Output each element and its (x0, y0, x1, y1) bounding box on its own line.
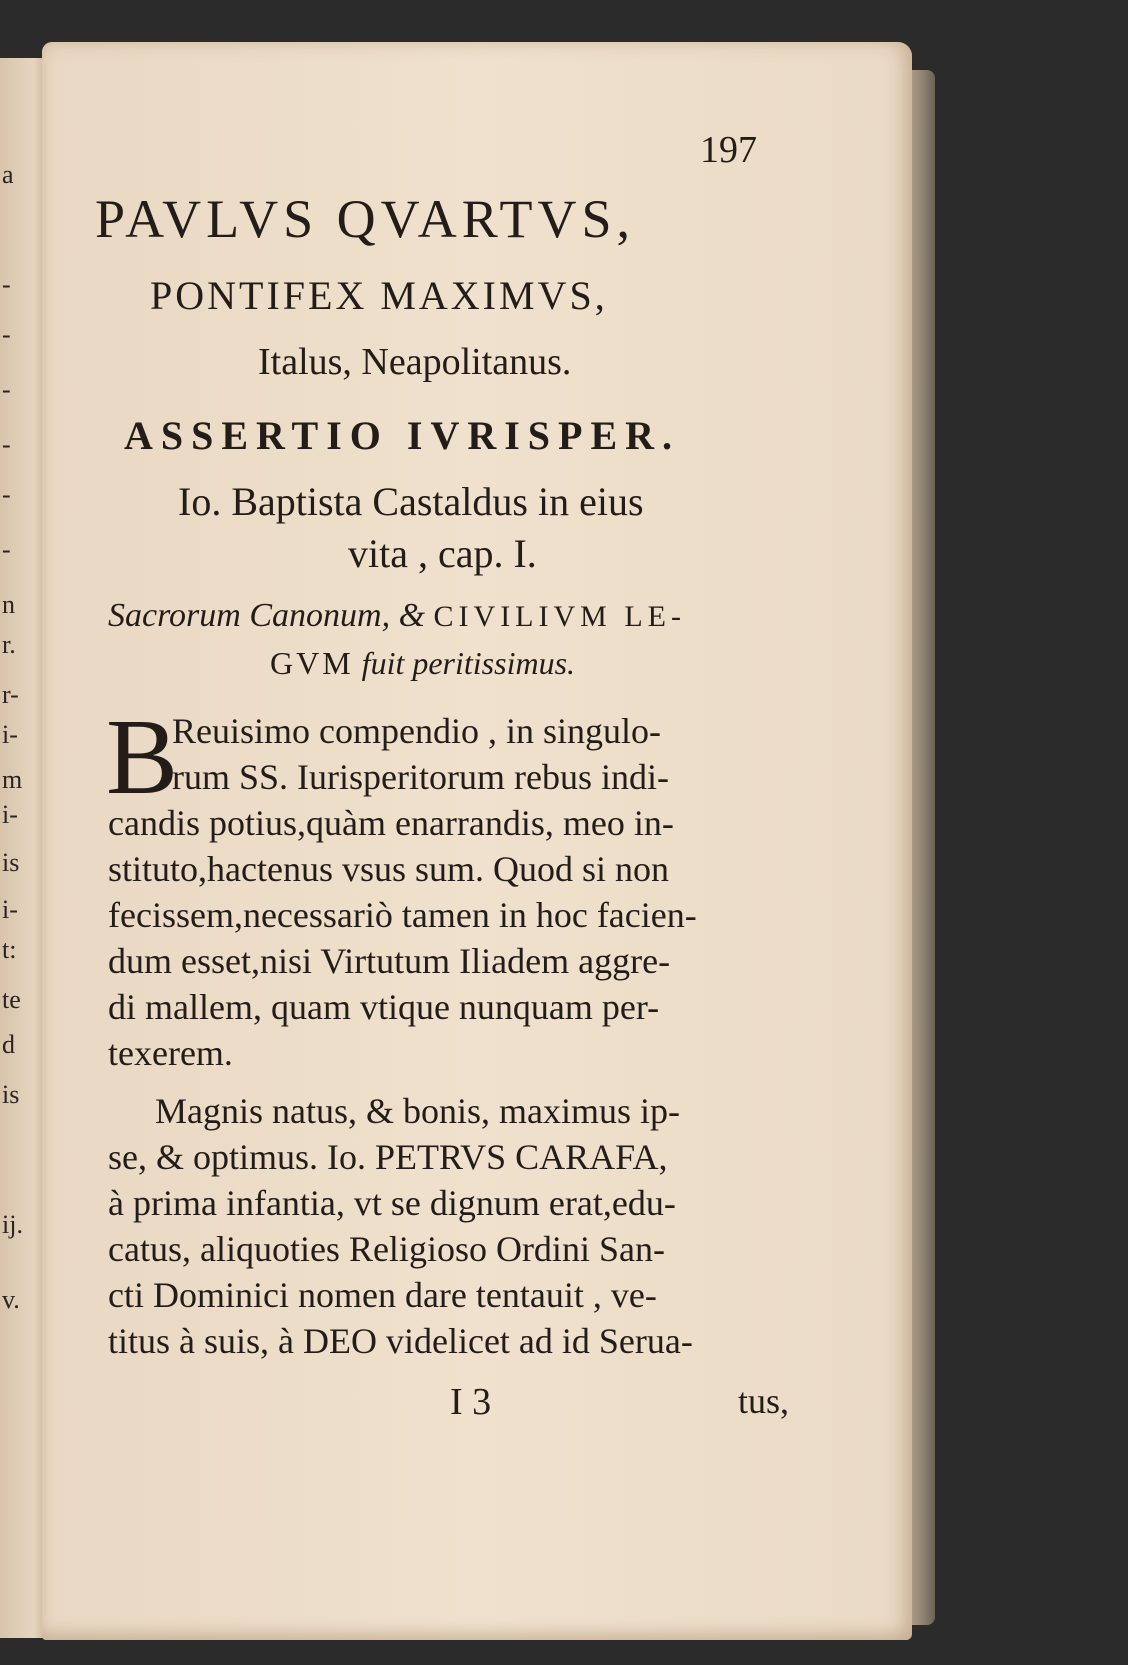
body-line: Reuisimo compendio , in singulo- (172, 711, 661, 751)
facing-page-fragment: is (2, 1080, 20, 1109)
quote-italic-1: Sacrorum Canonum, & (108, 597, 426, 634)
body-line: à prima infantia, vt se dignum erat,edu- (108, 1183, 676, 1223)
signature-mark: I 3 (450, 1381, 492, 1423)
quote-italic-2: fuit peritissimus. (361, 645, 576, 681)
facing-page-fragment: r- (2, 680, 19, 709)
body-line: di mallem, quam vtique nunquam per- (108, 987, 660, 1027)
quote-line-2 (270, 645, 575, 682)
page-title: PAVLVS QVARTVS, (95, 189, 635, 249)
page-subtitle: PONTIFEX MAXIMVS, (150, 273, 608, 318)
facing-page-fragment: - (2, 270, 11, 299)
body-line: rum SS. Iurisperitorum rebus indi- (172, 757, 669, 797)
catchword: tus, (738, 1381, 790, 1421)
body-line: dum esset,nisi Virtutum Iliadem aggre- (108, 941, 671, 981)
facing-page-edge (0, 58, 48, 1638)
quote-caps-2: GVM (270, 645, 354, 681)
nationality-line: Italus, Neapolitanus. (258, 341, 572, 383)
facing-page-fragment: i- (2, 720, 18, 749)
facing-page-fragment: - (2, 480, 11, 509)
body-line: stituto,hactenus vsus sum. Quod si non (108, 849, 670, 889)
facing-page-fragment: - (2, 375, 11, 404)
facing-page-fragment: ij. (2, 1210, 23, 1239)
facing-page-fragment: - (2, 535, 11, 564)
page-number: 197 (700, 129, 757, 171)
source-line-1: Io. Baptista Castaldus in eius (178, 479, 644, 524)
body-line: catus, aliquoties Religioso Ordini San- (108, 1229, 665, 1269)
body-line: se, & optimus. Io. PETRVS CARAFA, (108, 1137, 668, 1177)
facing-page-fragment: i- (2, 800, 18, 829)
body-line: candis potius,quàm enarrandis, meo in- (108, 803, 674, 843)
drop-capital: B (106, 698, 179, 817)
source-line-2: vita , cap. I. (348, 531, 537, 576)
quote-caps-1: CIVILIVM LE- (433, 600, 686, 633)
assertion-heading: ASSERTIO IVRISPER. (124, 413, 681, 458)
facing-page-fragment: m (2, 765, 23, 794)
facing-page-fragment: is (2, 848, 20, 877)
facing-page-fragment: n (2, 590, 15, 619)
body-line: fecissem,necessariò tamen in hoc facien- (108, 895, 697, 935)
facing-page-fragment: - (2, 320, 11, 349)
facing-page-fragment: r. (2, 630, 16, 659)
body-line: texerem. (108, 1033, 233, 1073)
body-line: cti Dominici nomen dare tentauit , ve- (108, 1275, 657, 1315)
facing-page-fragment: t: (2, 935, 17, 964)
quote-line-1 (108, 597, 686, 635)
facing-page-fragment: - (2, 430, 11, 459)
facing-page-fragment: a (2, 160, 14, 189)
facing-page-fragment: v. (2, 1285, 20, 1314)
facing-page-fragment: i- (2, 895, 18, 924)
body-line: titus à suis, à DEO videlicet ad id Serua- (108, 1321, 693, 1361)
facing-page-fragment: te (2, 985, 21, 1014)
body-line: Magnis natus, & bonis, maximus ip- (155, 1091, 680, 1131)
facing-page-fragment: d (2, 1030, 15, 1059)
